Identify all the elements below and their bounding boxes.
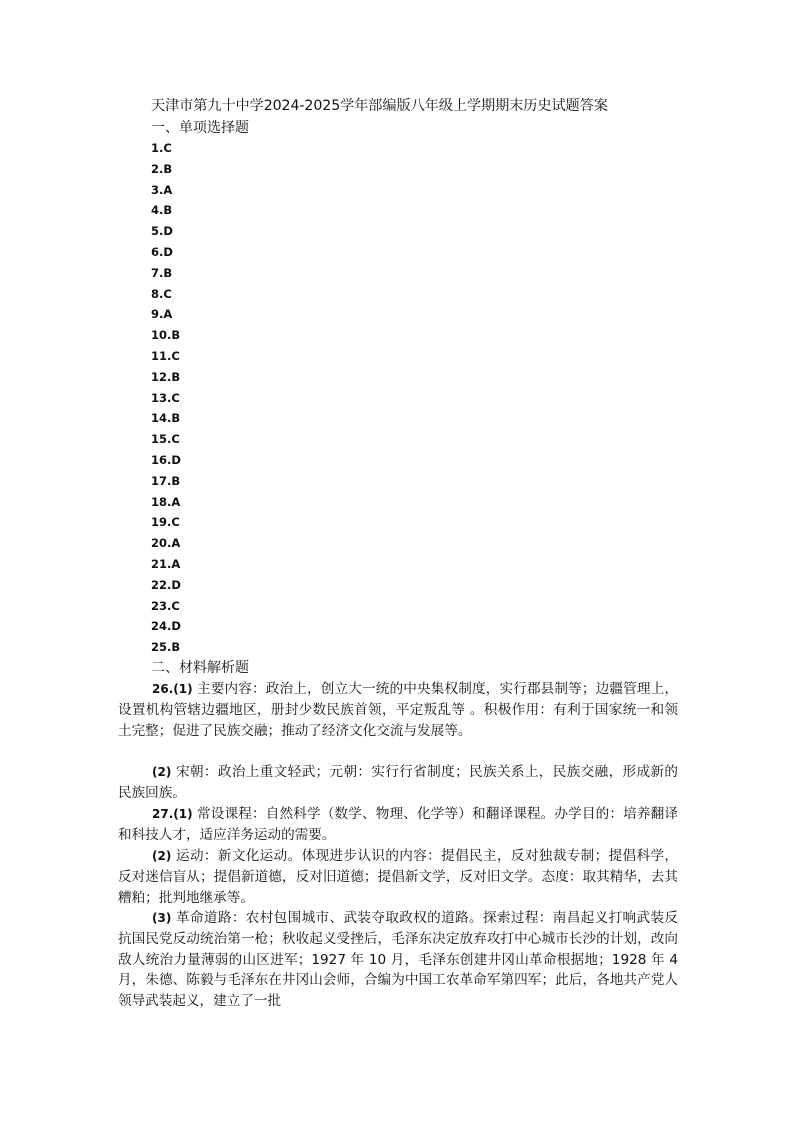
answer-list	[151, 138, 271, 658]
question-number: 26.(1)	[152, 682, 193, 696]
answer-item: 25.B	[151, 640, 181, 655]
answer-item: 5.D	[151, 224, 173, 239]
answer-item: 8.C	[151, 286, 172, 301]
answer-item: 11.C	[151, 348, 180, 363]
answer-paragraph	[118, 908, 678, 1012]
answer-item: 3.A	[151, 182, 173, 197]
answer-item: 6.D	[151, 244, 173, 259]
answer-text: 宋朝：政治上重文轻武；元朝：实行行省制度；民族关系上，民族交融，形成新的民族回族。	[118, 764, 678, 801]
answer-item: 13.C	[151, 390, 180, 405]
answer-item: 20.A	[151, 536, 181, 551]
answer-paragraph	[118, 679, 678, 741]
answer-item: 22.D	[151, 577, 181, 592]
answer-text: 革命道路：农村包围城市、武装夺取政权的道路。探索过程：南昌起义打响武装反抗国民党反动统治第一枪；秋收起义受挫后，毛泽东决定放弃攻打中心城市长沙的计划，改向敌人统治力量薄弱的山区进军；1927 年 10 月，毛泽东创建井冈山革命根据地；1928 年 4 月，朱德、陈毅与毛泽东在井冈山会师，合编为中国工农革命军第四军；此后，各地共产党人领导武装起义，建立了一批	[118, 910, 678, 1010]
answer-item: 10.B	[151, 328, 181, 343]
answer-item: 9.A	[151, 307, 173, 322]
answer-item: 21.A	[151, 556, 181, 571]
answer-item: 2.B	[151, 161, 173, 176]
answer-text: 主要内容：政治上，创立大一统的中央集权制度，实行郡县制等；边疆管理上，设置机构管辖边疆地区，册封少数民族首领，平定叛乱等 。积极作用：有利于国家统一和领土完整；促进了民族交融；推动了经济文化交流与发展等。	[118, 681, 678, 739]
section-heading-single-choice: 一、单项选择题	[151, 120, 249, 136]
answer-paragraph	[118, 762, 678, 804]
answer-item: 19.C	[151, 515, 180, 530]
answer-item: 7.B	[151, 265, 173, 280]
answer-item: 1.C	[151, 141, 172, 155]
answer-text: 运动：新文化运动。体现进步认识的内容：提倡民主，反对独裁专制；提倡科学，反对迷信盲从；提倡新道德，反对旧道德；提倡新文学，反对旧文学。态度：取其精华，去其糟粕；批判地继承等。	[118, 848, 678, 906]
answer-item: 23.C	[151, 598, 180, 613]
answer-item: 14.B	[151, 411, 181, 426]
answer-item: 17.B	[151, 473, 181, 488]
question-number: (3)	[152, 911, 172, 925]
answer-item: 12.B	[151, 369, 181, 384]
document-title: 天津市第九十中学2024-2025学年部编版八年级上学期期末历史试题答案	[151, 98, 608, 114]
answer-item: 4.B	[151, 203, 173, 218]
question-number: (2)	[152, 849, 172, 863]
answer-paragraph	[118, 846, 678, 908]
answer-item: 16.D	[151, 452, 181, 467]
answer-item: 18.A	[151, 494, 181, 509]
question-number: (2)	[152, 765, 172, 779]
answer-item: 15.C	[151, 432, 180, 447]
section-heading-material-analysis: 二、材料解析题	[151, 660, 249, 676]
answer-item: 24.D	[151, 619, 181, 634]
question-number: 27.(1)	[152, 807, 193, 821]
answer-paragraph	[118, 804, 678, 846]
answer-text: 常设课程：自然科学（数学、物理、化学等）和翻译课程。办学目的：培养翻译和科技人才，适应洋务运动的需要。	[118, 806, 678, 843]
